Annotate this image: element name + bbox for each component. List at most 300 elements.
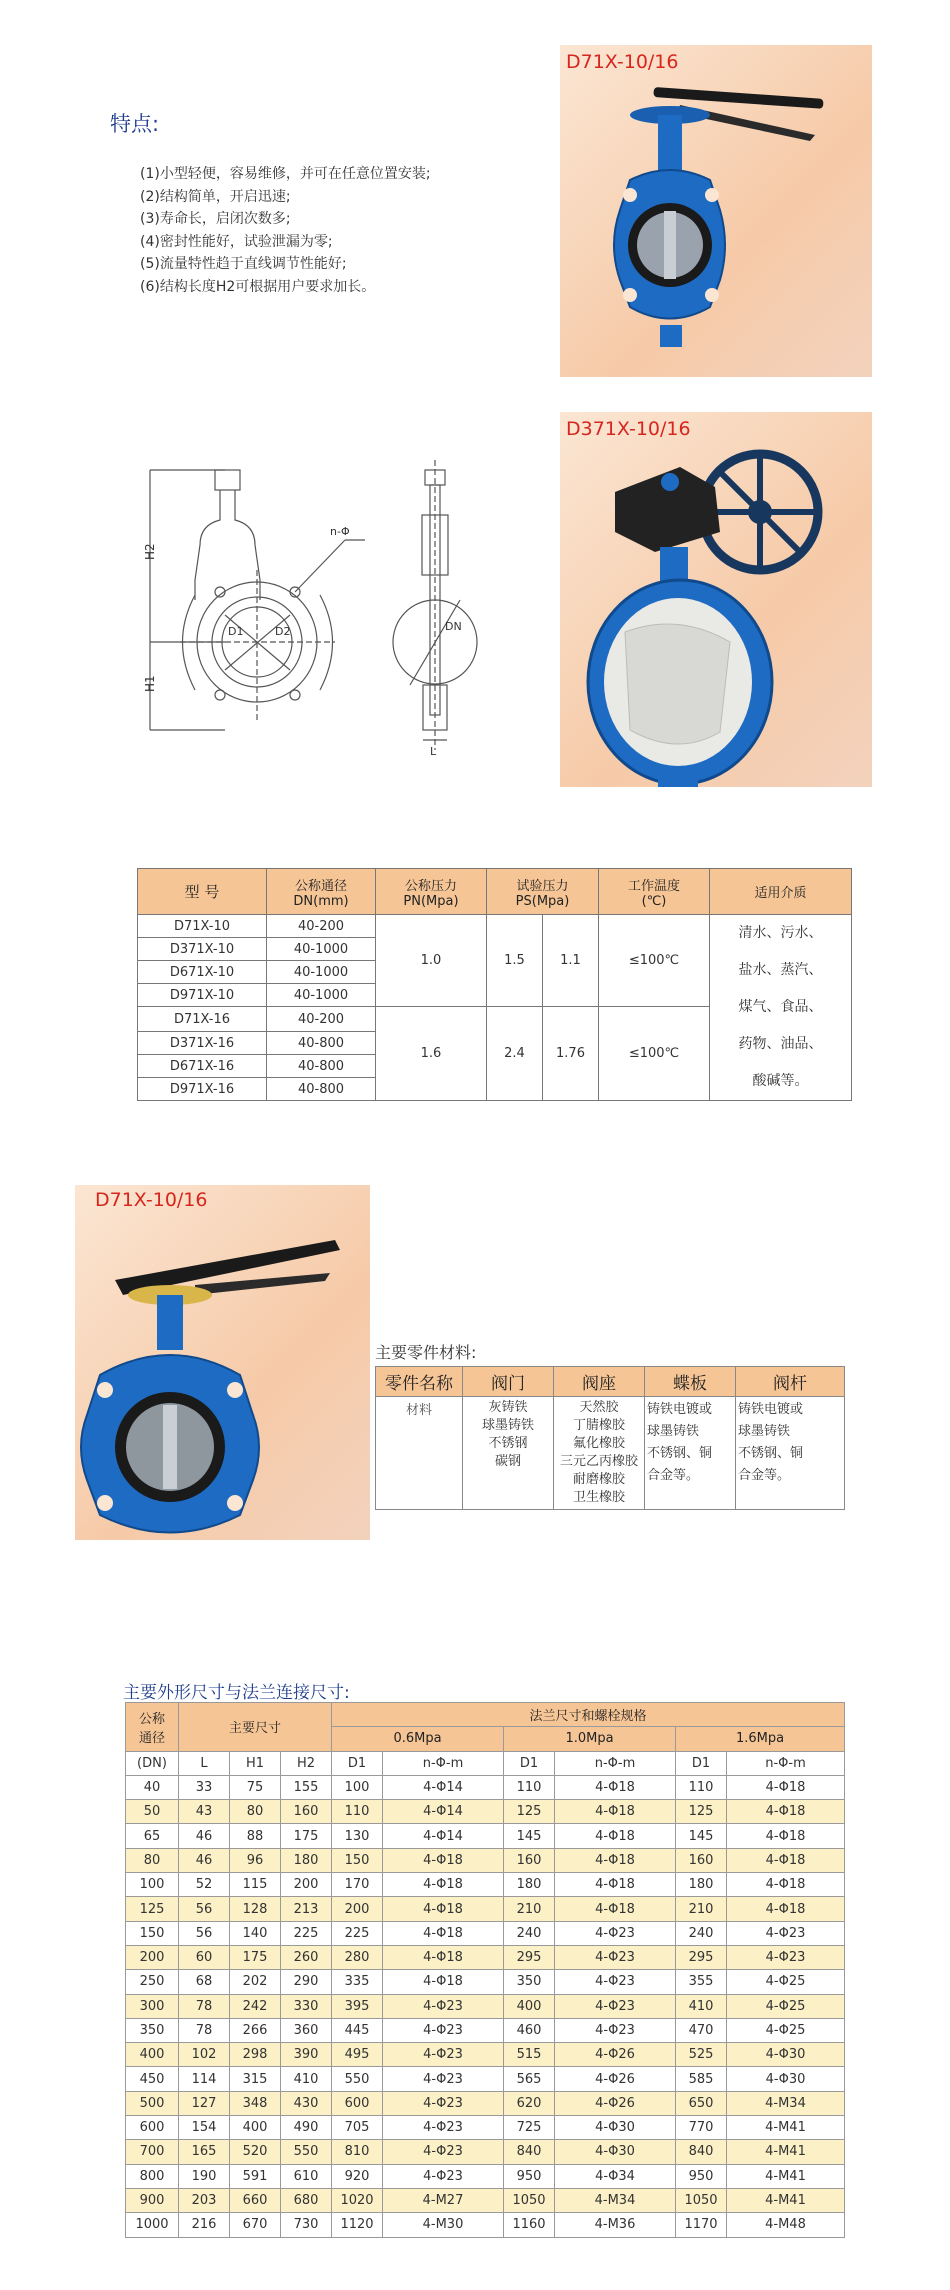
dims-cell: 1170 xyxy=(676,2213,727,2237)
dims-cell: 770 xyxy=(676,2116,727,2140)
dims-row xyxy=(126,1848,845,1872)
dims-sub-h2: H2 xyxy=(281,1751,332,1775)
dims-cell: 4-Φ23 xyxy=(383,2018,504,2042)
butterfly-valve-gearbox-image xyxy=(560,412,872,787)
dims-cell: 96 xyxy=(230,1848,281,1872)
dims-cell: 213 xyxy=(281,1897,332,1921)
dims-cell: 4-M34 xyxy=(727,2091,845,2115)
dims-cell: 33 xyxy=(179,1775,230,1799)
dims-cell: 400 xyxy=(504,1994,555,2018)
material-line: 球墨铸铁 xyxy=(738,1424,791,1439)
material-line: 球墨铸铁 xyxy=(481,1418,534,1433)
dims-cell: 4-Φ18 xyxy=(727,1824,845,1848)
dims-cell: 4-Φ18 xyxy=(383,1970,504,1994)
spec-model: D71X-10 xyxy=(138,915,267,938)
dims-cell: 125 xyxy=(126,1897,179,1921)
dims-cell: 75 xyxy=(230,1775,281,1799)
dims-cell: 4-Φ18 xyxy=(555,1800,676,1824)
dims-cell: 175 xyxy=(230,1945,281,1969)
dims-cell: 550 xyxy=(281,2140,332,2164)
dims-cell: 80 xyxy=(126,1848,179,1872)
dims-cell: 4-M41 xyxy=(727,2116,845,2140)
dims-cell: 950 xyxy=(676,2164,727,2188)
dims-cell: 56 xyxy=(179,1897,230,1921)
dims-cell: 4-M27 xyxy=(383,2188,504,2212)
dims-cell: 240 xyxy=(676,1921,727,1945)
material-line: 卫生橡胶 xyxy=(572,1490,625,1505)
dims-cell: 4-Φ26 xyxy=(555,2043,676,2067)
photo-label: D71X-10/16 xyxy=(95,1189,208,1211)
dims-cell: 525 xyxy=(676,2043,727,2067)
dims-cell: 591 xyxy=(230,2164,281,2188)
dims-cell: 110 xyxy=(504,1775,555,1799)
dims-cell: 160 xyxy=(504,1848,555,1872)
feature-item: (3)寿命长，启闭次数多; xyxy=(140,211,291,227)
spec-dn: 40-800 xyxy=(267,1032,376,1055)
dims-cell: 1020 xyxy=(332,2188,383,2212)
dims-cell: 660 xyxy=(230,2188,281,2212)
dims-cell: 160 xyxy=(281,1800,332,1824)
dims-cell: 430 xyxy=(281,2091,332,2115)
dims-cell: 225 xyxy=(332,1921,383,1945)
dims-cell: 4-Φ23 xyxy=(555,1921,676,1945)
dims-row xyxy=(126,1994,845,2018)
dims-cell: 260 xyxy=(281,1945,332,1969)
parts-disc-cell xyxy=(645,1397,736,1510)
dims-cell: 4-M41 xyxy=(727,2164,845,2188)
dims-cell: 240 xyxy=(504,1921,555,1945)
dims-cell: 115 xyxy=(230,1873,281,1897)
material-line: 耐磨橡胶 xyxy=(572,1472,625,1487)
dims-cell: 4-Φ25 xyxy=(727,1994,845,2018)
dims-cell: 80 xyxy=(230,1800,281,1824)
parts-seat-cell xyxy=(554,1397,645,1510)
dims-cell: 515 xyxy=(504,2043,555,2067)
dims-cell: 470 xyxy=(676,2018,727,2042)
dims-cell: 4-Φ18 xyxy=(727,1873,845,1897)
spec-model: D71X-16 xyxy=(138,1007,267,1032)
dims-cell: 565 xyxy=(504,2067,555,2091)
dims-cell: 1050 xyxy=(504,2188,555,2212)
features-list xyxy=(140,163,431,298)
dims-cell: 170 xyxy=(332,1873,383,1897)
spec-ps-16-b: 1.76 xyxy=(543,1007,599,1101)
dims-cell: 600 xyxy=(126,2116,179,2140)
d2-label: D2 xyxy=(275,625,291,638)
dims-cell: 610 xyxy=(281,2164,332,2188)
spec-model: D971X-16 xyxy=(138,1078,267,1101)
dims-cell: 350 xyxy=(504,1970,555,1994)
dims-header-06: 0.6Mpa xyxy=(332,1727,504,1751)
dims-row xyxy=(126,2164,845,2188)
dims-cell: 4-Φ18 xyxy=(383,1921,504,1945)
dims-row xyxy=(126,1800,845,1824)
dims-cell: 290 xyxy=(281,1970,332,1994)
dims-cell: 65 xyxy=(126,1824,179,1848)
dims-cell: 130 xyxy=(332,1824,383,1848)
spec-table-body xyxy=(138,915,852,1101)
spec-header-temp: 工作温度 (℃) xyxy=(599,869,710,915)
feature-item: (2)结构简单，开启迅速; xyxy=(140,188,291,205)
dims-cell: 200 xyxy=(332,1897,383,1921)
material-line: 碳钢 xyxy=(494,1454,521,1469)
dims-table-body xyxy=(126,1775,845,2237)
feature-item: (4)密封性能好，试验泄漏为零; xyxy=(140,233,333,250)
dims-cell: 705 xyxy=(332,2116,383,2140)
dims-cell: 800 xyxy=(126,2164,179,2188)
butterfly-valve-lever-image xyxy=(560,45,872,377)
dims-cell: 410 xyxy=(281,2067,332,2091)
spec-dn: 40-200 xyxy=(267,915,376,938)
dims-cell: 140 xyxy=(230,1921,281,1945)
dims-cell: 200 xyxy=(281,1873,332,1897)
dims-cell: 100 xyxy=(332,1775,383,1799)
spec-ps-10-b: 1.1 xyxy=(543,915,599,1007)
dims-cell: 4-Φ23 xyxy=(383,2043,504,2067)
media-line: 盐水、蒸汽、 xyxy=(738,962,823,978)
dims-row xyxy=(126,2188,845,2212)
dims-row xyxy=(126,1897,845,1921)
dims-cell: 950 xyxy=(504,2164,555,2188)
dims-cell: 4-Φ23 xyxy=(727,1921,845,1945)
dims-cell: 225 xyxy=(281,1921,332,1945)
dims-cell: 4-M48 xyxy=(727,2213,845,2237)
dims-cell: 210 xyxy=(676,1897,727,1921)
spec-dn: 40-1000 xyxy=(267,938,376,961)
dims-cell: 203 xyxy=(179,2188,230,2212)
media-line: 酸碱等。 xyxy=(752,1073,809,1089)
material-line: 铸铁电镀或 xyxy=(738,1402,804,1417)
dims-header-nominal: 公称 通径 xyxy=(126,1703,179,1752)
dims-cell: 190 xyxy=(179,2164,230,2188)
dims-header-16: 1.6Mpa xyxy=(676,1727,845,1751)
parts-table xyxy=(375,1366,845,1510)
dims-cell: 295 xyxy=(676,1945,727,1969)
dims-title: 主要外形尺寸与法兰连接尺寸: xyxy=(123,1683,350,1703)
dims-cell: 4-M36 xyxy=(555,2213,676,2237)
dims-cell: 4-Φ18 xyxy=(555,1775,676,1799)
dims-cell: 165 xyxy=(179,2140,230,2164)
dims-cell: 154 xyxy=(179,2116,230,2140)
dims-cell: 110 xyxy=(332,1800,383,1824)
dims-cell: 730 xyxy=(281,2213,332,2237)
spec-pn-16: 1.6 xyxy=(376,1007,487,1101)
dims-cell: 145 xyxy=(504,1824,555,1848)
dims-cell: 810 xyxy=(332,2140,383,2164)
spec-ps-16-a: 2.4 xyxy=(487,1007,543,1101)
dims-cell: 550 xyxy=(332,2067,383,2091)
parts-header-disc: 蝶板 xyxy=(645,1367,736,1397)
dims-cell: 68 xyxy=(179,1970,230,1994)
spec-dn: 40-800 xyxy=(267,1055,376,1078)
dims-cell: 110 xyxy=(676,1775,727,1799)
media-line: 清水、污水、 xyxy=(738,925,823,941)
spec-temp-16: ≤100℃ xyxy=(599,1007,710,1101)
dims-cell: 650 xyxy=(676,2091,727,2115)
dims-cell: 52 xyxy=(179,1873,230,1897)
dims-cell: 160 xyxy=(676,1848,727,1872)
dims-header-main: 主要尺寸 xyxy=(179,1703,332,1752)
technical-drawing xyxy=(140,430,540,780)
dims-cell: 56 xyxy=(179,1921,230,1945)
dims-cell: 200 xyxy=(126,1945,179,1969)
parts-title: 主要零件材料: xyxy=(375,1343,477,1362)
dims-cell: 4-Φ18 xyxy=(383,1848,504,1872)
dims-row xyxy=(126,2067,845,2091)
dims-cell: 4-Φ23 xyxy=(555,1945,676,1969)
spec-temp-10: ≤100℃ xyxy=(599,915,710,1007)
dims-cell: 300 xyxy=(126,1994,179,2018)
dims-row xyxy=(126,2213,845,2237)
dims-cell: 840 xyxy=(676,2140,727,2164)
dims-cell: 128 xyxy=(230,1897,281,1921)
dims-cell: 180 xyxy=(676,1873,727,1897)
dims-row xyxy=(126,1824,845,1848)
dims-sub-dn: (DN) xyxy=(126,1751,179,1775)
dims-row xyxy=(126,1921,845,1945)
dims-cell: 4-Φ23 xyxy=(383,2140,504,2164)
dims-row xyxy=(126,1945,845,1969)
spec-dn: 40-800 xyxy=(267,1078,376,1101)
dims-cell: 355 xyxy=(676,1970,727,1994)
dims-cell: 410 xyxy=(676,1994,727,2018)
dims-header-flange: 法兰尺寸和螺栓规格 xyxy=(332,1703,845,1727)
spec-header-ps: 试验压力 PS(Mpa) xyxy=(487,869,599,915)
material-line: 不锈钢 xyxy=(488,1436,528,1451)
material-line: 铸铁电镀或 xyxy=(647,1402,713,1417)
dims-cell: 266 xyxy=(230,2018,281,2042)
dims-cell: 242 xyxy=(230,1994,281,2018)
dims-cell: 335 xyxy=(332,1970,383,1994)
spec-model: D671X-16 xyxy=(138,1055,267,1078)
dims-cell: 4-Φ30 xyxy=(727,2067,845,2091)
photo-label: D71X-10/16 xyxy=(566,51,679,73)
dims-sub-h1: H1 xyxy=(230,1751,281,1775)
dims-cell: 500 xyxy=(126,2091,179,2115)
dims-cell: 4-Φ23 xyxy=(383,1994,504,2018)
dims-cell: 330 xyxy=(281,1994,332,2018)
spec-model: D971X-10 xyxy=(138,984,267,1007)
dn-label: DN xyxy=(445,620,462,633)
dims-cell: 4-Φ23 xyxy=(727,1945,845,1969)
dims-row xyxy=(126,2091,845,2115)
dims-cell: 4-Φ23 xyxy=(383,2067,504,2091)
dims-cell: 78 xyxy=(179,2018,230,2042)
dims-table xyxy=(125,1702,845,2238)
dims-cell: 216 xyxy=(179,2213,230,2237)
dims-sub-l: L xyxy=(179,1751,230,1775)
dims-cell: 127 xyxy=(179,2091,230,2115)
spec-model: D671X-10 xyxy=(138,961,267,984)
dims-cell: 125 xyxy=(504,1800,555,1824)
dims-cell: 1120 xyxy=(332,2213,383,2237)
dims-cell: 4-Φ34 xyxy=(555,2164,676,2188)
dims-cell: 4-M30 xyxy=(383,2213,504,2237)
dims-cell: 360 xyxy=(281,2018,332,2042)
parts-header-valve: 阀门 xyxy=(463,1367,554,1397)
parts-header-stem: 阀杆 xyxy=(736,1367,845,1397)
dims-cell: 700 xyxy=(126,2140,179,2164)
dims-cell: 4-Φ14 xyxy=(383,1775,504,1799)
dims-cell: 4-Φ23 xyxy=(383,2164,504,2188)
material-line: 灰铸铁 xyxy=(488,1400,528,1415)
dims-cell: 4-Φ14 xyxy=(383,1800,504,1824)
dims-sub-d1: D1 xyxy=(676,1751,727,1775)
dims-cell: 180 xyxy=(504,1873,555,1897)
parts-stem-cell xyxy=(736,1397,845,1510)
dims-cell: 4-Φ23 xyxy=(555,1970,676,1994)
material-line: 不锈钢、铜 xyxy=(647,1446,713,1461)
spec-table xyxy=(137,868,852,1101)
dims-cell: 175 xyxy=(281,1824,332,1848)
dims-cell: 620 xyxy=(504,2091,555,2115)
spec-dn: 40-1000 xyxy=(267,961,376,984)
dims-cell: 40 xyxy=(126,1775,179,1799)
parts-valve-cell xyxy=(463,1397,554,1510)
photo-label: D371X-10/16 xyxy=(566,418,691,440)
spec-media xyxy=(710,915,852,1101)
material-line: 天然胶 xyxy=(579,1400,619,1415)
dims-cell: 43 xyxy=(179,1800,230,1824)
dims-cell: 4-Φ25 xyxy=(727,2018,845,2042)
dims-cell: 4-Φ30 xyxy=(727,2043,845,2067)
dims-cell: 920 xyxy=(332,2164,383,2188)
dims-cell: 88 xyxy=(230,1824,281,1848)
dims-cell: 46 xyxy=(179,1824,230,1848)
dims-cell: 450 xyxy=(126,2067,179,2091)
material-line: 合金等。 xyxy=(647,1468,700,1483)
spec-ps-10-a: 1.5 xyxy=(487,915,543,1007)
spec-header-media: 适用介质 xyxy=(710,869,852,915)
dims-cell: 280 xyxy=(332,1945,383,1969)
n-phi-label: n-Φ xyxy=(330,525,350,538)
dims-sub-nphim: n-Φ-m xyxy=(555,1751,676,1775)
dims-cell: 725 xyxy=(504,2116,555,2140)
dims-cell: 145 xyxy=(676,1824,727,1848)
dims-cell: 125 xyxy=(676,1800,727,1824)
dims-cell: 60 xyxy=(179,1945,230,1969)
features-title: 特点: xyxy=(110,112,160,136)
dims-cell: 4-Φ18 xyxy=(727,1800,845,1824)
dims-cell: 4-Φ26 xyxy=(555,2091,676,2115)
parts-header-name: 零件名称 xyxy=(376,1367,463,1397)
spec-dn: 40-200 xyxy=(267,1007,376,1032)
dims-row xyxy=(126,2116,845,2140)
dims-header-10: 1.0Mpa xyxy=(504,1727,676,1751)
dims-row xyxy=(126,2043,845,2067)
dims-cell: 4-Φ14 xyxy=(383,1824,504,1848)
dims-sub-nphim: n-Φ-m xyxy=(727,1751,845,1775)
dims-cell: 150 xyxy=(332,1848,383,1872)
spec-model: D371X-16 xyxy=(138,1032,267,1055)
dims-cell: 4-Φ18 xyxy=(555,1848,676,1872)
feature-item: (6)结构长度H2可根据用户要求加长。 xyxy=(140,278,376,295)
d1-label: D1 xyxy=(228,625,244,638)
product-photo-d371x xyxy=(560,412,872,787)
dims-cell: 4-Φ18 xyxy=(555,1897,676,1921)
dims-cell: 4-Φ18 xyxy=(555,1824,676,1848)
spec-dn: 40-1000 xyxy=(267,984,376,1007)
media-line: 药物、油品、 xyxy=(738,1036,823,1052)
dims-sub-nphim: n-Φ-m xyxy=(383,1751,504,1775)
dims-cell: 840 xyxy=(504,2140,555,2164)
material-line: 丁腈橡胶 xyxy=(572,1418,625,1433)
dims-cell: 4-Φ23 xyxy=(383,2116,504,2140)
spec-header-dn: 公称通径 DN(mm) xyxy=(267,869,376,915)
dims-cell: 4-M41 xyxy=(727,2188,845,2212)
dims-cell: 490 xyxy=(281,2116,332,2140)
product-photo-d71x-top xyxy=(560,45,872,377)
spec-model: D371X-10 xyxy=(138,938,267,961)
dims-cell: 495 xyxy=(332,2043,383,2067)
dims-row xyxy=(126,1873,845,1897)
dims-cell: 585 xyxy=(676,2067,727,2091)
dims-cell: 4-Φ23 xyxy=(555,1994,676,2018)
dims-row xyxy=(126,2018,845,2042)
dims-cell: 4-Φ23 xyxy=(383,2091,504,2115)
dims-cell: 395 xyxy=(332,1994,383,2018)
dims-cell: 100 xyxy=(126,1873,179,1897)
dims-cell: 348 xyxy=(230,2091,281,2115)
dims-row xyxy=(126,2140,845,2164)
dims-cell: 1050 xyxy=(676,2188,727,2212)
l-label: L xyxy=(430,745,437,758)
feature-item: (5)流量特性趋于直线调节性能好; xyxy=(140,256,347,272)
dims-cell: 900 xyxy=(126,2188,179,2212)
material-line: 三元乙丙橡胶 xyxy=(559,1454,638,1469)
dims-row xyxy=(126,1775,845,1799)
dims-cell: 350 xyxy=(126,2018,179,2042)
dims-cell: 680 xyxy=(281,2188,332,2212)
dims-cell: 390 xyxy=(281,2043,332,2067)
dims-cell: 4-Φ18 xyxy=(383,1873,504,1897)
dims-cell: 4-Φ26 xyxy=(555,2067,676,2091)
dims-cell: 4-Φ25 xyxy=(727,1970,845,1994)
dims-cell: 4-Φ18 xyxy=(555,1873,676,1897)
material-line: 合金等。 xyxy=(738,1468,791,1483)
h2-label: H2 xyxy=(143,543,157,560)
dims-cell: 202 xyxy=(230,1970,281,1994)
dims-cell: 1160 xyxy=(504,2213,555,2237)
parts-header-seat: 阀座 xyxy=(554,1367,645,1397)
dims-cell: 4-M34 xyxy=(555,2188,676,2212)
dims-cell: 78 xyxy=(179,1994,230,2018)
dims-sub-d1: D1 xyxy=(332,1751,383,1775)
dims-cell: 670 xyxy=(230,2213,281,2237)
dims-cell: 400 xyxy=(126,2043,179,2067)
spec-pn-10: 1.0 xyxy=(376,915,487,1007)
dims-cell: 250 xyxy=(126,1970,179,1994)
parts-row-label: 材料 xyxy=(376,1397,463,1510)
dims-cell: 150 xyxy=(126,1921,179,1945)
dims-cell: 4-Φ18 xyxy=(727,1775,845,1799)
dims-cell: 114 xyxy=(179,2067,230,2091)
dims-cell: 445 xyxy=(332,2018,383,2042)
dims-cell: 600 xyxy=(332,2091,383,2115)
h1-label: H1 xyxy=(143,675,157,692)
dims-cell: 4-Φ18 xyxy=(383,1945,504,1969)
material-line: 不锈钢、铜 xyxy=(738,1446,804,1461)
spec-header-model: 型 号 xyxy=(138,869,267,915)
dims-cell: 1000 xyxy=(126,2213,179,2237)
dims-cell: 4-Φ18 xyxy=(727,1897,845,1921)
material-line: 氟化橡胶 xyxy=(572,1436,625,1451)
dims-cell: 295 xyxy=(504,1945,555,1969)
dims-cell: 102 xyxy=(179,2043,230,2067)
dims-cell: 315 xyxy=(230,2067,281,2091)
dims-cell: 460 xyxy=(504,2018,555,2042)
media-line: 煤气、食品、 xyxy=(738,999,823,1015)
